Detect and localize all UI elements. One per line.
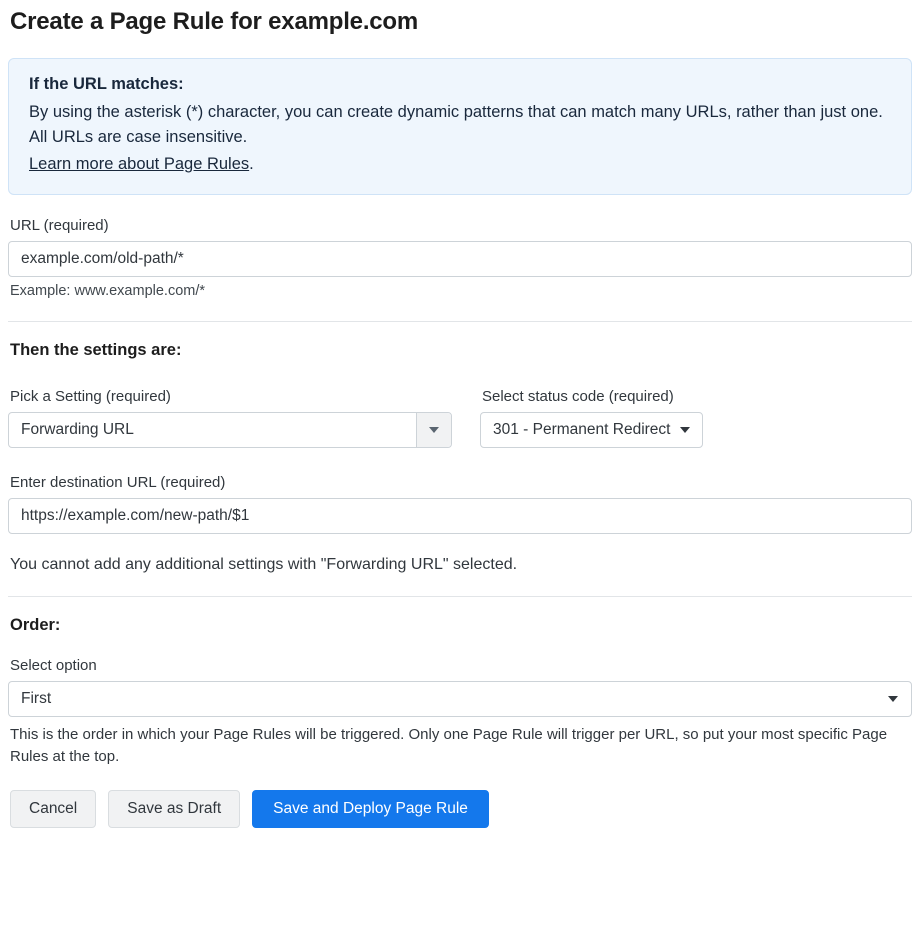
page-rule-form [0,8,920,929]
info-callout-heading: If the URL matches: [29,75,184,93]
settings-row [8,366,912,448]
chevron-down-icon [888,696,898,702]
chevron-down-icon [680,427,690,433]
status-code-select[interactable] [480,412,703,448]
save-as-draft-button[interactable]: Save as Draft [108,790,240,828]
order-select[interactable] [8,681,912,717]
info-callout [8,58,912,195]
form-actions [10,790,912,828]
learn-more-link[interactable]: Learn more about Page Rules [29,154,250,173]
order-select-value: First [21,690,52,708]
status-code-value: 301 - Permanent Redirect [493,421,671,439]
save-and-deploy-button[interactable]: Save and Deploy Page Rule [252,790,489,828]
chevron-down-icon[interactable] [416,413,451,447]
pick-setting-label: Pick a Setting (required) [10,388,171,406]
pick-setting-select[interactable] [8,412,452,448]
order-select-label: Select option [10,657,97,675]
order-hint: This is the order in which your Page Rules will be triggered. Only one Page Rule will trigger per URL, so put your most specific Page Rules at the top. [10,726,888,765]
status-code-label: Select status code (required) [482,388,674,406]
url-input[interactable] [8,241,912,277]
cancel-button[interactable]: Cancel [10,790,96,828]
page-title: Create a Page Rule for example.com [10,8,419,35]
url-field-label: URL (required) [10,217,109,235]
url-field-hint: Example: www.example.com/* [10,283,206,300]
divider-settings [8,321,912,322]
order-heading: Order: [10,616,61,635]
pick-setting-value: Forwarding URL [21,421,134,439]
pick-setting-group [8,366,452,448]
info-callout-link-suffix: . [249,154,254,173]
forwarding-url-note: You cannot add any additional settings with "Forwarding URL" selected. [10,556,518,574]
destination-url-input[interactable] [8,498,912,534]
divider-order [8,596,912,597]
status-code-group [480,366,730,448]
info-callout-body: By using the asterisk (*) character, you can create dynamic patterns that can match many URLs, rather than just one. All URLs are case insensitive. [29,103,883,146]
settings-heading: Then the settings are: [10,341,182,360]
info-callout-link-line [29,152,891,177]
destination-url-label: Enter destination URL (required) [10,474,226,492]
